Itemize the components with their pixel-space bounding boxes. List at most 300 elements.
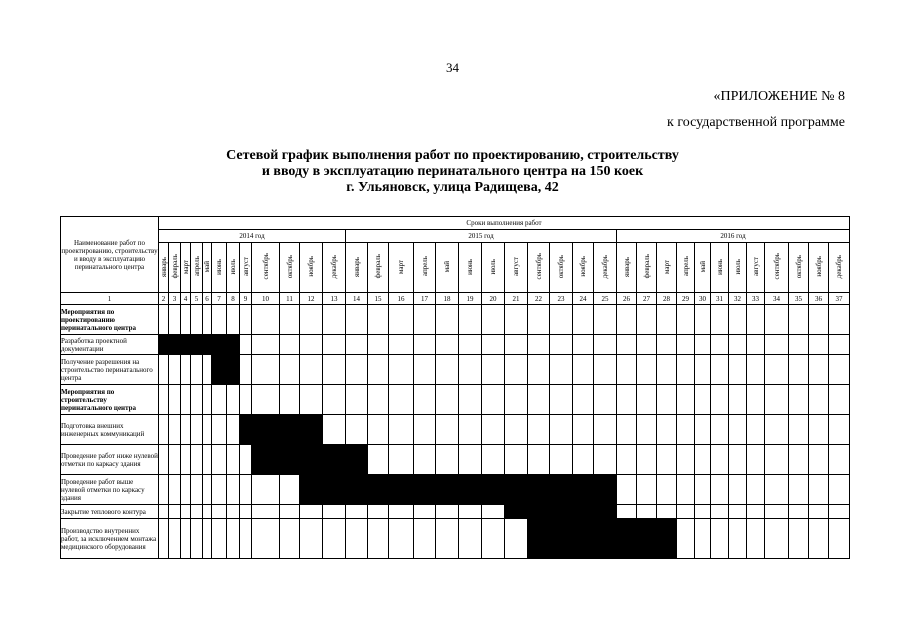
month-header [212, 243, 227, 293]
task-name: Закрытие теплового контура [61, 505, 159, 519]
gantt-cell [505, 415, 528, 445]
month-header [594, 243, 617, 293]
gantt-cell [765, 305, 789, 335]
month-label: октябрь [794, 254, 803, 279]
month-header [414, 243, 436, 293]
gantt-bar-cell [528, 475, 550, 505]
gantt-cell [203, 505, 212, 519]
gantt-cell [346, 305, 368, 335]
column-number: 22 [528, 293, 550, 305]
gantt-cell [482, 385, 505, 415]
column-number: 25 [594, 293, 617, 305]
gantt-cell [809, 335, 829, 355]
gantt-cell [159, 355, 169, 385]
gantt-cell [765, 355, 789, 385]
gantt-cell [368, 519, 389, 559]
gantt-cell [711, 415, 729, 445]
gantt-cell [323, 505, 346, 519]
gantt-cell [711, 355, 729, 385]
gantt-cell [528, 305, 550, 335]
gantt-cell [550, 385, 573, 415]
gantt-bar-cell [637, 519, 657, 559]
gantt-cell [181, 445, 191, 475]
gantt-cell [617, 385, 637, 415]
gantt-cell [459, 385, 482, 415]
gantt-cell [191, 355, 203, 385]
gantt-cell [346, 355, 368, 385]
gantt-cell [159, 445, 169, 475]
gantt-cell [240, 305, 252, 335]
page-number: 34 [446, 60, 459, 75]
gantt-cell [729, 335, 747, 355]
gantt-cell [505, 355, 528, 385]
gantt-cell [657, 335, 677, 355]
table-row [61, 475, 850, 505]
gantt-cell [169, 355, 181, 385]
gantt-bar-cell [203, 335, 212, 355]
month-header [300, 243, 323, 293]
column-number: 33 [747, 293, 765, 305]
column-number: 37 [829, 293, 850, 305]
gantt-cell [594, 355, 617, 385]
month-header [657, 243, 677, 293]
gantt-cell [677, 355, 695, 385]
gantt-bar-cell [528, 519, 550, 559]
gantt-bar-cell [240, 415, 252, 445]
gantt-cell [573, 385, 594, 415]
gantt-bar-cell [181, 335, 191, 355]
column-number: 32 [729, 293, 747, 305]
gantt-bar-cell [505, 475, 528, 505]
gantt-bar-cell [300, 475, 323, 505]
gantt-cell [300, 355, 323, 385]
task-name: Подготовка внешних инженерных коммуникаций [61, 415, 159, 445]
gantt-cell [573, 335, 594, 355]
gantt-cell [169, 519, 181, 559]
gantt-table [60, 216, 850, 559]
gantt-cell [159, 385, 169, 415]
gantt-cell [573, 305, 594, 335]
column-number: 27 [637, 293, 657, 305]
gantt-cell [181, 519, 191, 559]
column-number: 18 [436, 293, 459, 305]
gantt-cell [789, 385, 809, 415]
document-title [0, 148, 905, 196]
gantt-cell [505, 445, 528, 475]
gantt-bar-cell [212, 335, 227, 355]
column-number: 3 [169, 293, 181, 305]
gantt-cell [227, 475, 240, 505]
gantt-cell [459, 415, 482, 445]
month-label: ноябрь [579, 256, 587, 277]
gantt-cell [528, 385, 550, 415]
gantt-cell [617, 305, 637, 335]
gantt-cell [829, 335, 850, 355]
gantt-cell [368, 445, 389, 475]
table-row [61, 305, 850, 335]
gantt-cell [368, 385, 389, 415]
column-number: 6 [203, 293, 212, 305]
gantt-bar-cell [617, 519, 637, 559]
table-row [61, 415, 850, 445]
gantt-cell [252, 519, 280, 559]
gantt-cell [436, 445, 459, 475]
gantt-cell [436, 355, 459, 385]
gantt-bar-cell [550, 519, 573, 559]
gantt-bar-cell [169, 335, 181, 355]
gantt-cell [747, 335, 765, 355]
month-header [809, 243, 829, 293]
table-row [61, 385, 850, 415]
gantt-cell [323, 519, 346, 559]
gantt-cell [227, 305, 240, 335]
gantt-cell [695, 445, 711, 475]
gantt-bar-cell [573, 519, 594, 559]
column-number: 26 [617, 293, 637, 305]
gantt-bar-cell [389, 475, 414, 505]
gantt-cell [637, 355, 657, 385]
gantt-cell [765, 519, 789, 559]
gantt-bar-cell [368, 475, 389, 505]
month-label: май [698, 260, 707, 273]
gantt-cell [240, 445, 252, 475]
gantt-cell [789, 415, 809, 445]
gantt-cell [677, 475, 695, 505]
gantt-cell [677, 505, 695, 519]
month-label: февраль [642, 254, 651, 279]
gantt-cell [809, 475, 829, 505]
gantt-cell [809, 519, 829, 559]
month-header [695, 243, 711, 293]
gantt-cell [323, 415, 346, 445]
gantt-cell [227, 519, 240, 559]
month-header [389, 243, 414, 293]
timeline-header: Сроки выполнения работ [159, 217, 850, 230]
gantt-cell [280, 335, 300, 355]
gantt-cell [203, 305, 212, 335]
task-name: Разработка проектной документации [61, 335, 159, 355]
gantt-bar-cell [528, 505, 550, 519]
gantt-cell [711, 505, 729, 519]
column-number: 1 [61, 293, 159, 305]
gantt-cell [436, 415, 459, 445]
gantt-cell [829, 355, 850, 385]
gantt-cell [711, 445, 729, 475]
gantt-cell [240, 355, 252, 385]
gantt-cell [240, 385, 252, 415]
gantt-bar-cell [594, 475, 617, 505]
column-number: 11 [280, 293, 300, 305]
gantt-cell [389, 305, 414, 335]
gantt-cell [181, 355, 191, 385]
gantt-cell [280, 505, 300, 519]
gantt-cell [617, 335, 637, 355]
month-label: январь [622, 256, 631, 277]
gantt-cell [212, 385, 227, 415]
gantt-cell [765, 335, 789, 355]
gantt-cell [300, 305, 323, 335]
gantt-cell [169, 305, 181, 335]
gantt-cell [729, 385, 747, 415]
gantt-cell [617, 475, 637, 505]
gantt-cell [637, 445, 657, 475]
task-name: Проведение работ ниже нулевой отметки по каркасу здания [61, 445, 159, 475]
month-header [368, 243, 389, 293]
appendix-label: «ПРИЛОЖЕНИЕ № 8 [713, 89, 845, 104]
gantt-cell [789, 519, 809, 559]
month-label: октябрь [557, 254, 565, 279]
gantt-cell [280, 385, 300, 415]
gantt-cell [414, 505, 436, 519]
gantt-cell [212, 415, 227, 445]
gantt-cell [181, 415, 191, 445]
gantt-cell [594, 335, 617, 355]
gantt-cell [528, 415, 550, 445]
month-label: декабрь [835, 254, 843, 279]
gantt-cell [617, 415, 637, 445]
month-header [677, 243, 695, 293]
gantt-cell [505, 519, 528, 559]
gantt-cell [459, 335, 482, 355]
gantt-cell [637, 335, 657, 355]
gantt-cell [617, 445, 637, 475]
gantt-cell [240, 335, 252, 355]
gantt-cell [695, 385, 711, 415]
gantt-cell [389, 335, 414, 355]
gantt-cell [300, 505, 323, 519]
column-number: 13 [323, 293, 346, 305]
gantt-cell [829, 475, 850, 505]
gantt-cell [212, 505, 227, 519]
gantt-bar-cell [573, 475, 594, 505]
gantt-cell [711, 475, 729, 505]
column-number: 31 [711, 293, 729, 305]
gantt-cell [677, 305, 695, 335]
month-header [436, 243, 459, 293]
gantt-cell [617, 505, 637, 519]
gantt-cell [695, 519, 711, 559]
gantt-cell [829, 445, 850, 475]
month-header [747, 243, 765, 293]
month-label: июль [229, 258, 237, 275]
gantt-cell [747, 505, 765, 519]
gantt-cell [203, 385, 212, 415]
gantt-cell [280, 475, 300, 505]
gantt-cell [169, 415, 181, 445]
gantt-cell [637, 505, 657, 519]
gantt-bar-cell [191, 335, 203, 355]
gantt-cell [389, 415, 414, 445]
column-number: 29 [677, 293, 695, 305]
gantt-cell [747, 305, 765, 335]
month-header [159, 243, 169, 293]
gantt-cell [809, 305, 829, 335]
gantt-cell [368, 415, 389, 445]
month-header [191, 243, 203, 293]
table-row [61, 335, 850, 355]
month-label: май [443, 260, 451, 273]
gantt-cell [368, 335, 389, 355]
gantt-cell [191, 385, 203, 415]
gantt-cell [323, 385, 346, 415]
gantt-cell [729, 445, 747, 475]
gantt-bar-cell [414, 475, 436, 505]
gantt-cell [203, 475, 212, 505]
month-label: апрель [420, 256, 429, 277]
gantt-cell [436, 505, 459, 519]
gantt-cell [389, 355, 414, 385]
gantt-cell [389, 505, 414, 519]
column-number: 4 [181, 293, 191, 305]
gantt-cell [637, 415, 657, 445]
gantt-cell [677, 385, 695, 415]
gantt-bar-cell [252, 415, 280, 445]
gantt-cell [482, 519, 505, 559]
table-row [61, 445, 850, 475]
gantt-cell [436, 519, 459, 559]
column-number: 23 [550, 293, 573, 305]
gantt-cell [729, 505, 747, 519]
gantt-bar-cell [459, 475, 482, 505]
month-label: апрель [192, 256, 201, 277]
task-name: Получение разрешения на строительство перинатального центра [61, 355, 159, 385]
gantt-bar-cell [436, 475, 459, 505]
gantt-cell [617, 355, 637, 385]
gantt-cell [482, 505, 505, 519]
month-header [459, 243, 482, 293]
gantt-cell [695, 475, 711, 505]
month-header [252, 243, 280, 293]
gantt-cell [252, 355, 280, 385]
month-header [617, 243, 637, 293]
gantt-bar-cell [594, 519, 617, 559]
gantt-cell [747, 475, 765, 505]
gantt-cell [191, 505, 203, 519]
gantt-cell [695, 415, 711, 445]
gantt-cell [809, 385, 829, 415]
gantt-cell [789, 305, 809, 335]
gantt-cell [695, 305, 711, 335]
gantt-bar-cell [550, 475, 573, 505]
gantt-cell [482, 335, 505, 355]
month-label: декабрь [601, 254, 609, 279]
month-header [505, 243, 528, 293]
gantt-cell [346, 385, 368, 415]
gantt-cell [747, 415, 765, 445]
gantt-cell [550, 335, 573, 355]
column-number: 20 [482, 293, 505, 305]
gantt-cell [789, 505, 809, 519]
gantt-bar-cell [323, 475, 346, 505]
month-header [240, 243, 252, 293]
gantt-cell [829, 519, 850, 559]
gantt-cell [505, 335, 528, 355]
gantt-cell [677, 519, 695, 559]
gantt-cell [765, 505, 789, 519]
gantt-cell [240, 505, 252, 519]
gantt-cell [729, 519, 747, 559]
gantt-cell [711, 335, 729, 355]
gantt-bar-cell [300, 445, 323, 475]
month-header [573, 243, 594, 293]
column-number: 15 [368, 293, 389, 305]
column-number: 21 [505, 293, 528, 305]
gantt-cell [459, 505, 482, 519]
gantt-cell [323, 335, 346, 355]
task-name: Проведение работ выше нулевой отметки по каркасу здания [61, 475, 159, 505]
gantt-cell [212, 445, 227, 475]
gantt-cell [181, 475, 191, 505]
gantt-cell [169, 385, 181, 415]
gantt-cell [252, 475, 280, 505]
gantt-cell [789, 475, 809, 505]
gantt-cell [505, 305, 528, 335]
gantt-cell [159, 305, 169, 335]
column-number: 28 [657, 293, 677, 305]
gantt-cell [550, 415, 573, 445]
gantt-cell [695, 355, 711, 385]
table-row [61, 355, 850, 385]
month-header [711, 243, 729, 293]
gantt-cell [436, 385, 459, 415]
month-label: февраль [374, 254, 382, 279]
month-label: август [751, 257, 760, 276]
gantt-cell [789, 335, 809, 355]
gantt-cell [657, 505, 677, 519]
month-header [227, 243, 240, 293]
gantt-cell [829, 305, 850, 335]
program-label: к государственной программе [667, 115, 845, 130]
column-number: 14 [346, 293, 368, 305]
gantt-bar-cell [323, 445, 346, 475]
gantt-cell [657, 385, 677, 415]
month-header [550, 243, 573, 293]
gantt-cell [169, 445, 181, 475]
gantt-cell [809, 415, 829, 445]
gantt-cell [809, 355, 829, 385]
gantt-cell [657, 445, 677, 475]
gantt-cell [159, 505, 169, 519]
gantt-cell [695, 335, 711, 355]
gantt-cell [729, 305, 747, 335]
gantt-cell [436, 305, 459, 335]
gantt-cell [191, 415, 203, 445]
month-label: ноябрь [307, 256, 315, 277]
gantt-cell [240, 475, 252, 505]
gantt-cell [637, 385, 657, 415]
gantt-cell [252, 385, 280, 415]
gantt-cell [169, 505, 181, 519]
gantt-cell [829, 505, 850, 519]
gantt-cell [765, 385, 789, 415]
column-number: 7 [212, 293, 227, 305]
column-number: 2 [159, 293, 169, 305]
month-label: май [203, 260, 211, 273]
gantt-cell [528, 355, 550, 385]
gantt-cell [809, 445, 829, 475]
gantt-cell [212, 305, 227, 335]
column-number: 17 [414, 293, 436, 305]
gantt-cell [550, 445, 573, 475]
month-header [765, 243, 789, 293]
month-label: март [181, 259, 190, 274]
gantt-cell [829, 415, 850, 445]
month-label: февраль [170, 254, 179, 279]
gantt-cell [729, 415, 747, 445]
gantt-cell [227, 385, 240, 415]
month-label: август [241, 257, 250, 276]
gantt-cell [414, 519, 436, 559]
